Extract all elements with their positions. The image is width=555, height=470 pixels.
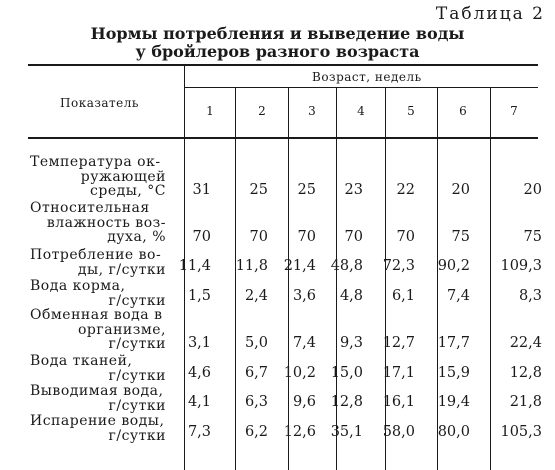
row-label-humidity: Относительная влажность воз- духа, % [30, 200, 166, 245]
table-cell: 11,8 [235, 258, 268, 274]
week-header: 6 [459, 104, 467, 118]
row-label-tissue-water: Вода тканей, г/сутки [30, 353, 166, 384]
table-cell: 22,4 [509, 335, 542, 351]
table-cell: 105,3 [500, 424, 542, 440]
header-age-group: Возраст, недель [312, 70, 422, 84]
table-cell: 80,0 [437, 424, 470, 440]
header-indicator: Показатель [60, 96, 139, 110]
table-cell: 6,3 [244, 394, 268, 410]
title-line-2: у бройлеров разного возраста [135, 42, 420, 61]
table-cell: 48,8 [330, 258, 363, 274]
table-cell: 10,2 [283, 365, 316, 381]
table-cell: 25 [249, 182, 268, 198]
table-cell: 25 [297, 182, 316, 198]
column-divider [288, 88, 289, 470]
table-cell: 6,2 [244, 424, 268, 440]
week-header: 3 [308, 104, 316, 118]
table-cell: 17,1 [382, 365, 415, 381]
week-header: 4 [357, 104, 365, 118]
table-cell: 22 [396, 182, 415, 198]
row-label-excreted-water: Выводимая вода, г/сутки [30, 383, 166, 414]
table-cell: 70 [396, 229, 415, 245]
row-label-water-consumption: Потребление во- ды, г/сутки [30, 247, 166, 278]
table-cell: 7,4 [292, 335, 316, 351]
table-cell: 70 [297, 229, 316, 245]
column-divider [336, 88, 337, 470]
table-cell: 12,8 [509, 365, 542, 381]
table-cell: 15,0 [330, 365, 363, 381]
table-number-label: Таблица 2 [435, 4, 545, 24]
table-cell: 70 [344, 229, 363, 245]
top-rule [28, 64, 538, 66]
column-divider [235, 88, 236, 470]
table-cell: 109,3 [500, 258, 542, 274]
table-cell: 9,3 [339, 335, 363, 351]
table-cell: 7,3 [187, 424, 211, 440]
table-cell: 12,7 [382, 335, 415, 351]
table-cell: 70 [249, 229, 268, 245]
table-cell: 70 [192, 229, 211, 245]
table-cell: 3,1 [187, 335, 211, 351]
column-divider [437, 88, 438, 470]
table-cell: 35,1 [330, 424, 363, 440]
table-cell: 12,6 [283, 424, 316, 440]
table-cell: 3,6 [292, 288, 316, 304]
table-cell: 16,1 [382, 394, 415, 410]
header-sub-rule [184, 87, 538, 88]
table-cell: 21,8 [509, 394, 542, 410]
table-cell: 20 [523, 182, 542, 198]
column-divider [490, 88, 491, 470]
table-cell: 9,6 [292, 394, 316, 410]
table-cell: 8,3 [518, 288, 542, 304]
table-cell: 6,1 [391, 288, 415, 304]
week-header: 1 [206, 104, 214, 118]
table-cell: 75 [451, 229, 470, 245]
table-cell: 6,7 [244, 365, 268, 381]
table-cell: 7,4 [446, 288, 470, 304]
table-cell: 75 [523, 229, 542, 245]
table-cell: 4,8 [339, 288, 363, 304]
table-cell: 19,4 [437, 394, 470, 410]
table-cell: 20 [451, 182, 470, 198]
week-header: 2 [258, 104, 266, 118]
table-cell: 72,3 [382, 258, 415, 274]
table-cell: 23 [344, 182, 363, 198]
table-cell: 2,4 [244, 288, 268, 304]
table-cell: 1,5 [187, 288, 211, 304]
table-cell: 4,6 [187, 365, 211, 381]
header-bottom-rule [28, 137, 538, 139]
row-label-metabolic-water: Обменная вода в организме, г/сутки [30, 307, 166, 352]
table-cell: 5,0 [244, 335, 268, 351]
row-label-feed-water: Вода корма, г/сутки [30, 278, 166, 309]
table-cell: 15,9 [437, 365, 470, 381]
column-divider [385, 88, 386, 470]
row-label-water-evaporation: Испарение воды, г/сутки [30, 413, 166, 444]
week-header: 7 [510, 104, 518, 118]
title-line-1: Нормы потребления и выведение воды [90, 24, 465, 43]
table-cell: 12,8 [330, 394, 363, 410]
table-cell: 58,0 [382, 424, 415, 440]
table-title [0, 25, 555, 61]
table-cell: 4,1 [187, 394, 211, 410]
table-cell: 31 [192, 182, 211, 198]
row-label-temperature: Температура ок- ружающей среды, °С [30, 154, 166, 199]
table-cell: 21,4 [283, 258, 316, 274]
week-header: 5 [407, 104, 415, 118]
table-cell: 90,2 [437, 258, 470, 274]
table-cell: 11,4 [178, 258, 211, 274]
table-cell: 17,7 [437, 335, 470, 351]
